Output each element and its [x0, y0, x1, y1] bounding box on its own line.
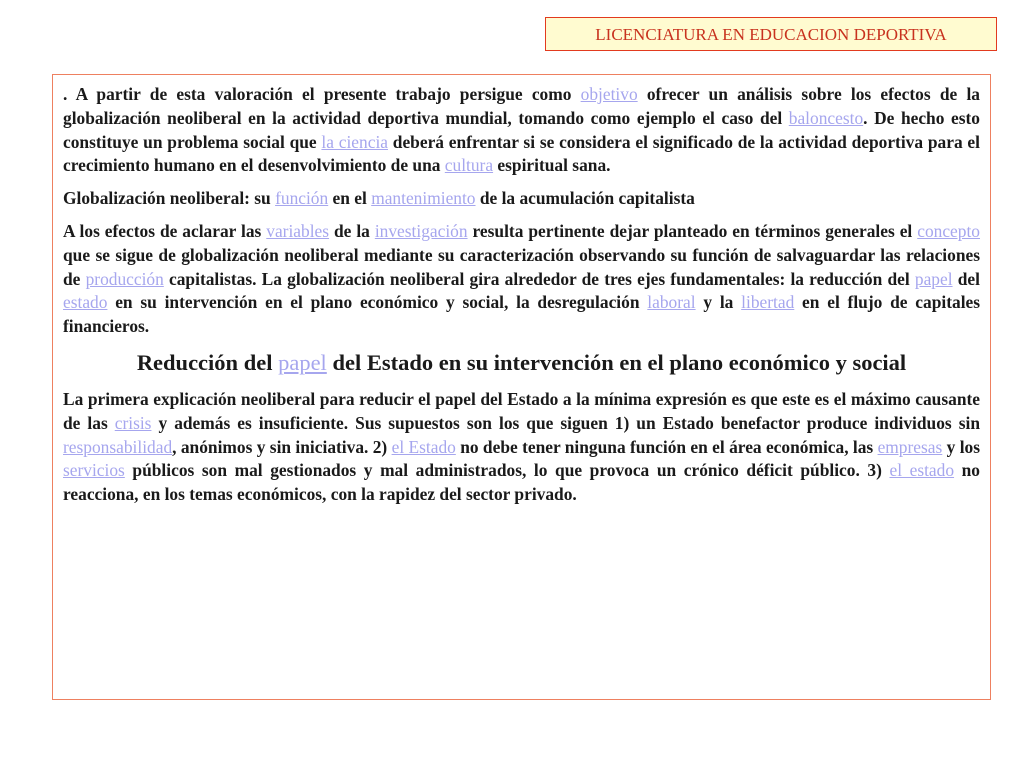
- course-title: LICENCIATURA EN EDUCACION DEPORTIVA: [595, 25, 947, 44]
- text-segment: no reacciona, en los temas económicos, con la rapidez del sector privado.: [63, 460, 981, 505]
- hyperlink[interactable]: el estado: [889, 460, 955, 481]
- course-title-banner: [545, 17, 997, 51]
- text-segment: de la acumulación capitalista: [475, 188, 695, 209]
- text-segment: capitalistas. La globalización neoliberal gira alrededor de tres ejes fundamentales: la reducción del: [163, 268, 915, 289]
- hyperlink[interactable]: papel: [914, 268, 953, 289]
- body-paragraph: [63, 220, 980, 339]
- hyperlink[interactable]: servicios: [63, 460, 125, 481]
- body-paragraph: [63, 83, 980, 178]
- hyperlink[interactable]: objetivo: [580, 84, 638, 104]
- hyperlink[interactable]: cultura: [444, 155, 494, 176]
- text-segment: . De hecho esto constituye un problema social que: [63, 107, 980, 152]
- hyperlink[interactable]: empresas: [877, 436, 943, 457]
- hyperlink[interactable]: mantenimiento: [371, 188, 476, 209]
- section-heading: [63, 348, 980, 377]
- text-segment: resulta pertinente dejar planteado en términos generales el: [467, 220, 918, 241]
- text-segment: y la: [695, 292, 742, 313]
- text-segment: y además es insuficiente. Sus supuestos son los que siguen 1) un Estado benefactor produce individuos sin: [151, 412, 980, 433]
- hyperlink[interactable]: función: [275, 188, 329, 209]
- text-segment: en el: [328, 188, 372, 209]
- hyperlink[interactable]: concepto: [917, 220, 980, 241]
- text-segment: de la: [329, 220, 375, 241]
- hyperlink[interactable]: libertad: [741, 292, 795, 313]
- hyperlink[interactable]: baloncesto: [788, 107, 864, 128]
- text-segment: Globalización neoliberal: su: [63, 188, 276, 209]
- text-segment: en el flujo de capitales financieros.: [63, 292, 981, 337]
- text-segment: del Estado en su intervención en el plano económico y social: [326, 349, 907, 375]
- text-segment: ofrecer un análisis sobre los efectos de la globalización neoliberal en la actividad deportiva mundial, tomando como ejemplo el caso del: [63, 84, 980, 128]
- text-segment: en su intervención en el plano económico y social, la desregulación: [107, 292, 648, 313]
- text-segment: La primera explicación neoliberal para reducir el papel del Estado a la mínima expresión es que este es el máximo causante de las: [63, 388, 980, 433]
- hyperlink[interactable]: producción: [85, 268, 164, 289]
- text-segment: , anónimos y sin iniciativa. 2): [172, 436, 392, 457]
- document-body: [52, 74, 991, 700]
- hyperlink[interactable]: estado: [63, 292, 108, 313]
- text-segment: del: [952, 268, 980, 289]
- text-segment: . A partir de esta valoración el presente trabajo persigue como: [63, 84, 581, 104]
- hyperlink[interactable]: la ciencia: [321, 131, 388, 152]
- text-segment: Reducción del: [136, 349, 279, 375]
- hyperlink[interactable]: responsabilidad: [63, 436, 173, 457]
- text-segment: públicos son mal gestionados y mal administrados, lo que provoca un crónico déficit público. 3): [124, 460, 890, 481]
- hyperlink[interactable]: laboral: [647, 292, 696, 313]
- hyperlink[interactable]: investigación: [374, 220, 468, 241]
- hyperlink[interactable]: papel: [278, 349, 327, 375]
- text-segment: espiritual sana.: [493, 155, 611, 176]
- text-segment: no debe tener ninguna función en el área económica, las: [455, 436, 878, 457]
- hyperlink[interactable]: variables: [266, 220, 330, 241]
- hyperlink[interactable]: el Estado: [391, 436, 456, 457]
- body-paragraph: [63, 187, 980, 211]
- body-paragraph: [63, 388, 980, 507]
- hyperlink[interactable]: crisis: [114, 412, 152, 433]
- text-segment: A los efectos de aclarar las: [63, 220, 267, 241]
- text-segment: y los: [942, 436, 980, 457]
- text-segment: que se sigue de globalización neoliberal mediante su caracterización observando su función de salvaguardar las relaciones de: [63, 244, 980, 289]
- text-segment: deberá enfrentar si se considera el significado de la actividad deportiva para el crecimiento humano en el desenvolvimiento de una: [63, 131, 980, 176]
